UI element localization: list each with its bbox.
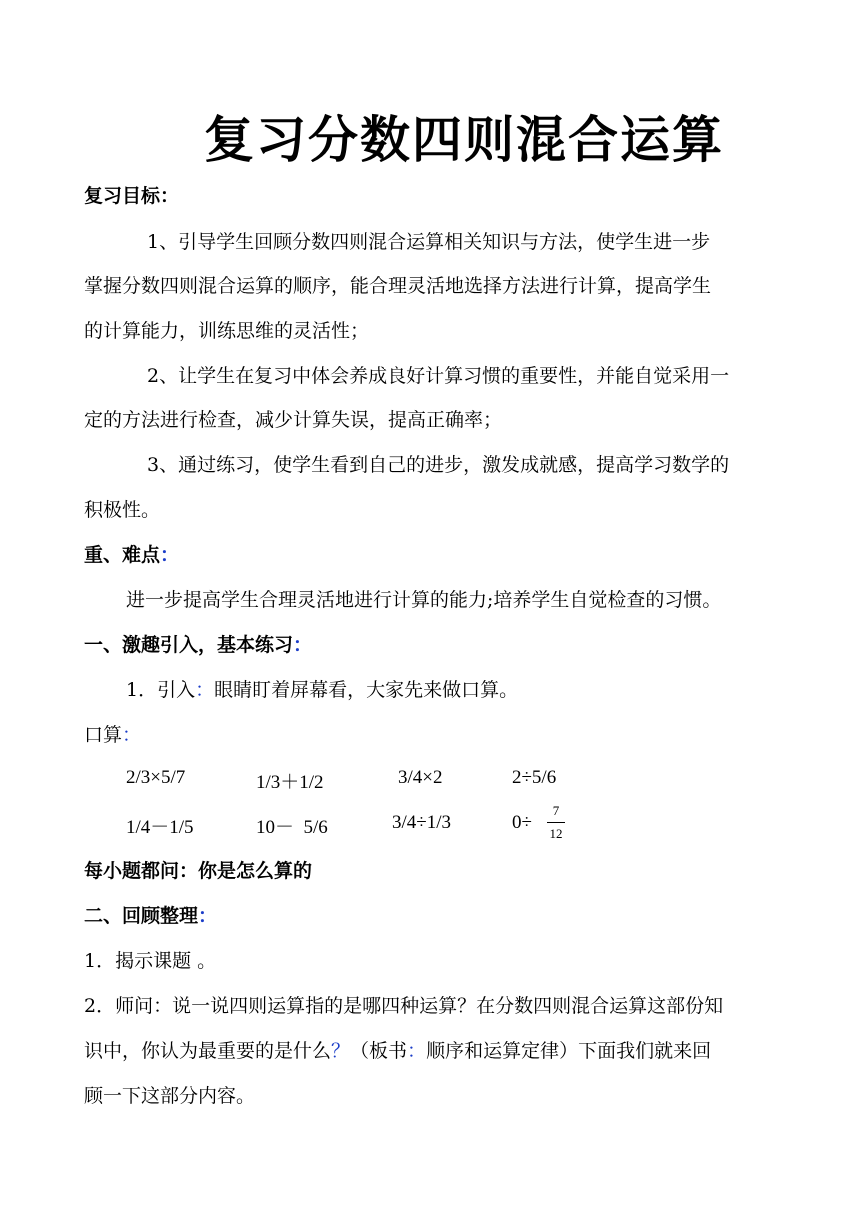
goal-3-line-2: 积极性。 [84,499,161,521]
fraction-numerator: 7 [552,803,560,818]
key-heading: 重、难点： [84,544,180,566]
goal-1-line-1: 1、引导学生回顾分数四则混合运算相关知识与方法，使学生进一步 [147,231,711,253]
ask-line: 每小题都问：你是怎么算的 [84,860,313,882]
fraction-denominator: 12 [549,826,563,841]
page-title: 复习分数四则混合运算 [204,111,724,169]
goal-2-line-2: 定的方法进行检查，减少计算失误，提高正确率； [84,409,503,431]
oral-label: 口算： [84,724,142,746]
intro-line: 1．引入：眼睛盯着屏幕看，大家先来做口算。 [126,679,519,701]
oral-row1-item4: 2÷5/6 [512,767,557,788]
goals-heading: 复习目标： [84,185,180,207]
section2-item2-line2: 识中，你认为最重要的是什么？（板书：顺序和运算定律）下面我们就来回 [84,1040,712,1062]
oral-row2-item3: 3/4÷1/3 [392,812,451,833]
section2-item1: 1．揭示课题 。 [84,950,217,972]
goal-3-line-1: 3、通过练习，使学生看到自己的进步，激发成就感，提高学习数学的 [147,454,730,476]
oral-row2-item2: 10－ 5/6 [256,817,328,838]
oral-row1-item2: 1/3＋1/2 [256,772,324,793]
goal-1-line-3: 的计算能力，训练思维的灵活性； [84,320,370,342]
oral-row2-item4: 0÷ [512,812,532,833]
oral-row1-item3: 3/4×2 [398,767,443,788]
oral-row1-item1: 2/3×5/7 [126,767,186,788]
section2-heading: 二、回顾整理： [84,905,218,927]
goal-1-line-2: 掌握分数四则混合运算的顺序，能合理灵活地选择方法进行计算，提高学生 [84,275,712,297]
oral-row2-item1: 1/4－1/5 [126,817,194,838]
section2-item2-line3: 顾一下这部分内容。 [84,1085,256,1107]
section2-item2-line1: 2．师问：说一说四则运算指的是哪四种运算？在分数四则混合运算这部份知 [84,995,724,1017]
key-text: 进一步提高学生合理灵活地进行计算的能力;培养学生自觉检查的习惯。 [126,589,722,611]
fraction-bar [547,822,565,823]
goal-2-line-1: 2、让学生在复习中体会养成良好计算习惯的重要性，并能自觉采用一 [147,365,730,387]
section1-heading: 一、激趣引入，基本练习： [84,634,313,656]
